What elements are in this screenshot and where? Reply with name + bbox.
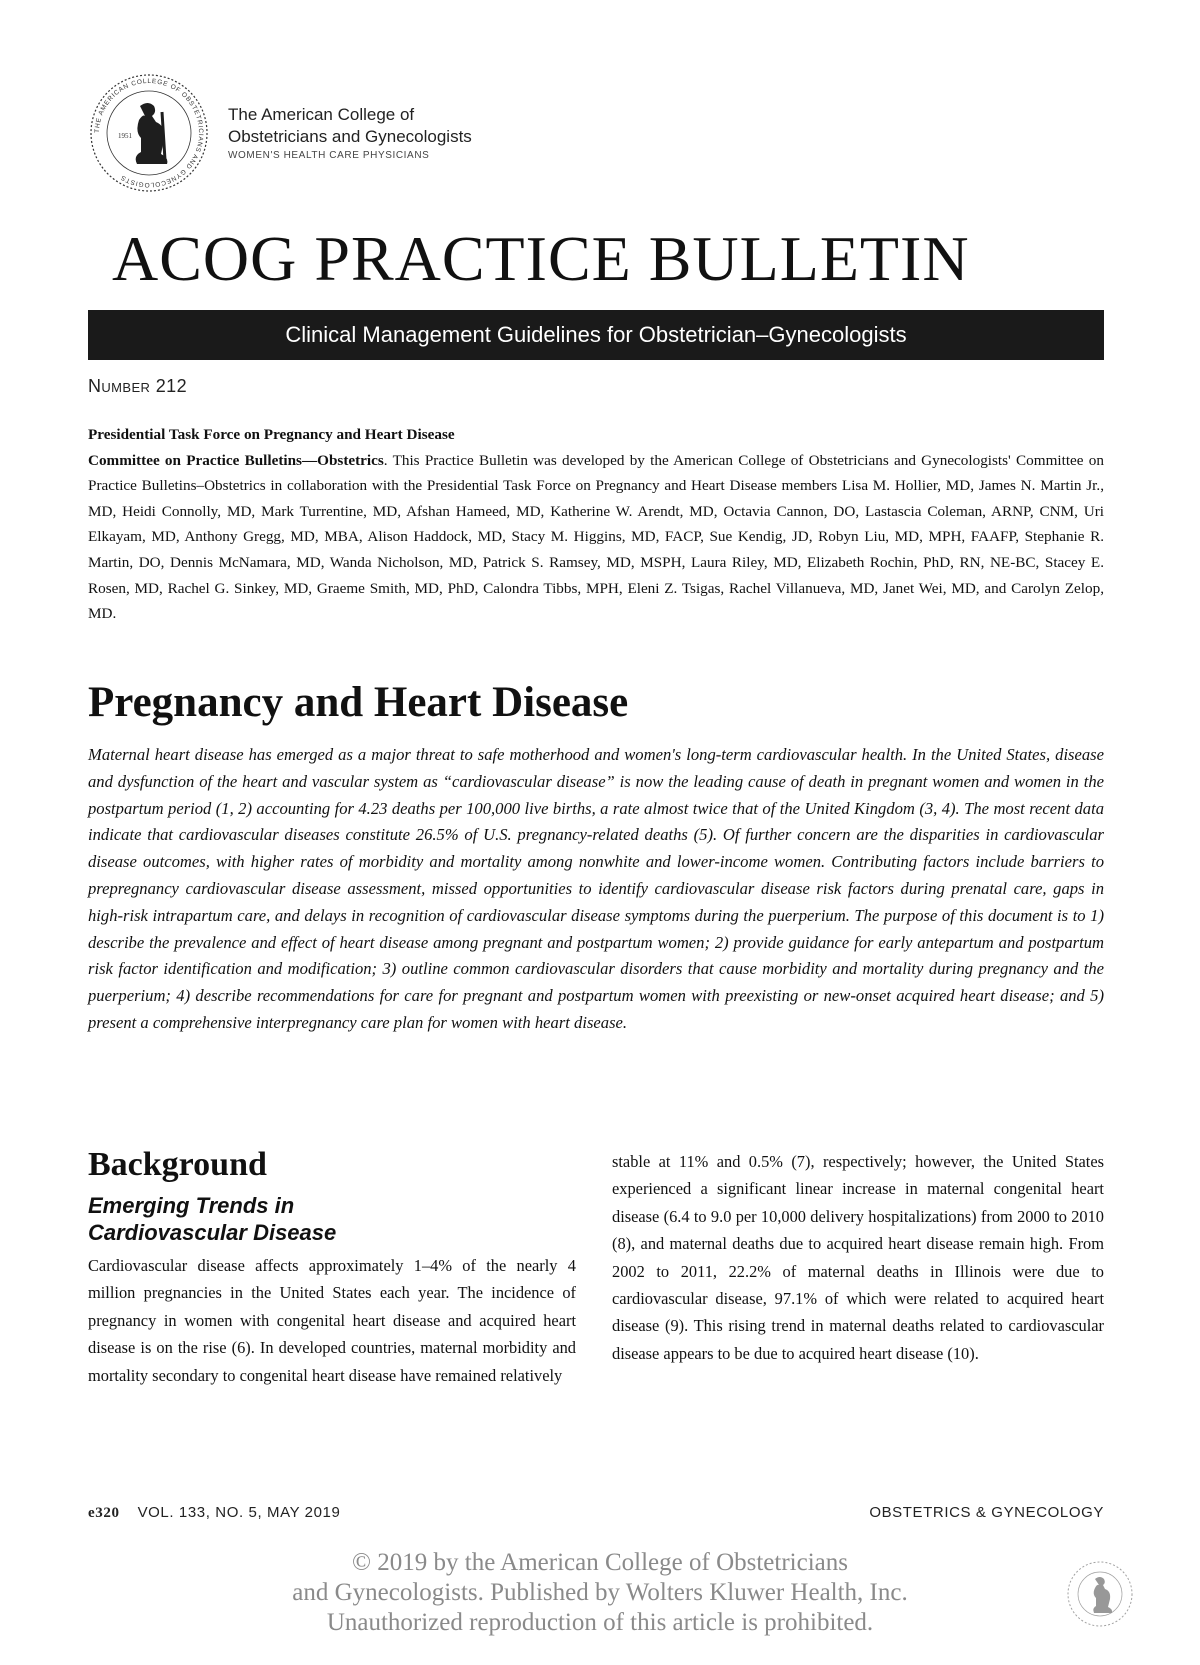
- committee-name: Committee on Practice Bulletins—Obstetrics: [88, 451, 384, 469]
- seal-ring-text: THE AMERICAN COLLEGE OF OBSTETRICIANS AND GYNECOLOGISTS: [93, 77, 205, 189]
- volume-info: VOL. 133, NO. 5, MAY 2019: [137, 1504, 341, 1521]
- guidelines-banner: Clinical Management Guidelines for Obstetrician–Gynecologists: [88, 310, 1104, 360]
- left-column-text: Cardiovascular disease affects approximately 1–4% of the nearly 4 million pregnancies in the United States each year. The incidence of pregnancy in women with congenital heart disease and acquired heart disease is on the rise (6). In developed countries, maternal morbidity and mortality secondary to congenital heart disease have remained relatively: [88, 1256, 576, 1385]
- bulletin-title: ACOG PRACTICE BULLETIN: [112, 223, 970, 294]
- page-number: e320: [88, 1505, 120, 1521]
- bulletin-number: Number 212: [88, 376, 187, 396]
- subsection-title: [88, 1192, 576, 1246]
- copyright-notice: [0, 1548, 1200, 1638]
- article-title: Pregnancy and Heart Disease: [88, 679, 629, 726]
- committee-text: . This Practice Bulletin was developed by the American College of Obstetricians and Gynecologists' Committee on Practice Bulletins–Obstetrics in collaboration with the Presidential Task Force on Pregnancy and Heart Disease members Lisa M. Hollier, MD, James N. Martin Jr., MD, Heidi Connolly, MD, Mark Turrentine, MD, Afshan Hameed, MD, Katherine W. Arendt, MD, Octavia Cannon, DO, Lastascia Coleman, ARNP, CNM, Uri Elkayam, MD, Anthony Gregg, MD, MBA, Alison Haddock, MD, Stacy M. Higgins, MD, FACP, Sue Kendig, JD, Robyn Liu, MD, MPH, FAAFP, Stephanie R. Martin, DO, Dennis McNamara, MD, Wanda Nicholson, MD, Patrick S. Ramsey, MD, MSPH, Laura Riley, MD, Elizabeth Rochin, PhD, RN, NE-BC, Stacey E. Rosen, MD, Rachel G. Sinkey, MD, Graeme Smith, MD, PhD, Calondra Tibbs, MPH, Eleni Z. Tsigas, Rachel Villanueva, MD, Janet Wei, MD, and Carolyn Zelop, MD.: [88, 451, 1104, 623]
- org-tagline: WOMEN'S HEALTH CARE PHYSICIANS: [228, 150, 430, 161]
- committee-paragraph: [88, 422, 1104, 627]
- copyright-line-3: Unauthorized reproduction of this article is prohibited.: [326, 1609, 874, 1636]
- article-abstract: Maternal heart disease has emerged as a major threat to safe motherhood and women's long-term cardiovascular health. In the United States, disease and dysfunction of the heart and vascular system as “cardiovascular disease” is now the leading cause of death in pregnant women and women in the postpartum period (1, 2) accounting for 4.23 deaths per 100,000 live births, a rate almost twice that of the United Kingdom (3, 4). The most recent data indicate that cardiovascular diseases constitute 26.5% of U.S. pregnancy-related deaths (5). Of further concern are the disparities in cardiovascular disease outcomes, with higher rates of morbidity and mortality among nonwhite and lower-income women. Contributing factors include barriers to prepregnancy cardiovascular disease assessment, missed opportunities to identify cardiovascular disease risk factors during prenatal care, gaps in high-risk intrapartum care, and delays in recognition of cardiovascular disease symptoms during the puerperium. The purpose of this document is to 1) describe the prevalence and effect of heart disease among pregnant and postpartum women; 2) provide guidance for early antepartum and postpartum risk factor identification and modification; 3) outline common cardiovascular disorders that cause morbidity and mortality during pregnancy and the puerperium; 4) describe recommendations for care for pregnant and postpartum women with preexisting or new-onset acquired heart disease; and 5) present a comprehensive interpregnancy care plan for women with heart disease.: [88, 745, 1104, 1032]
- organization-name: [228, 104, 472, 164]
- org-line-1: The American College of: [228, 105, 415, 124]
- right-column-text: stable at 11% and 0.5% (7), respectively; however, the United States experienced a significant linear increase in maternal congenital heart disease (6.4 to 9.0 per 10,000 delivery hospitalizations) from 2000 to 2010 (8), and maternal deaths due to acquired heart disease remain high. From 2002 to 2011, 22.2% of maternal deaths in Illinois were due to cardiovascular disease, 97.1% of which were related to acquired heart disease (9). This rising trend in maternal deaths related to cardiovascular disease appears to be due to acquired heart disease (10).: [612, 1152, 1104, 1363]
- org-line-2: Obstetricians and Gynecologists: [228, 127, 472, 146]
- journal-name: OBSTETRICS & GYNECOLOGY: [869, 1504, 1104, 1521]
- copyright-line-2: and Gynecologists. Published by Wolters Kluwer Health, Inc.: [292, 1579, 908, 1606]
- copyright-line-1: © 2019 by the American College of Obstetricians: [352, 1549, 848, 1576]
- right-column: [612, 1148, 1104, 1367]
- acog-seal-logo: [88, 72, 210, 194]
- acog-seal-watermark-icon: [1066, 1560, 1134, 1628]
- task-force-name: Presidential Task Force on Pregnancy and Heart Disease: [88, 426, 455, 443]
- left-column: [88, 1146, 576, 1389]
- footer-left: [88, 1504, 340, 1522]
- subsection-title-line-2: Cardiovascular Disease: [88, 1220, 337, 1245]
- section-title-background: Background: [88, 1146, 267, 1183]
- subsection-title-line-1: Emerging Trends in: [88, 1193, 295, 1218]
- seal-year: 1951: [118, 132, 132, 140]
